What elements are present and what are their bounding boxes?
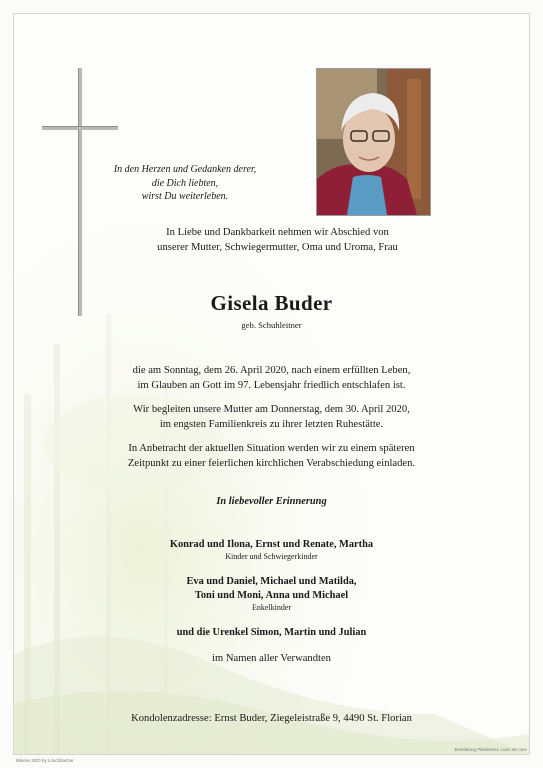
death-notice: [0, 363, 543, 393]
situation-notice-line: In Anbetracht der aktuellen Situation werden wir zu einem späteren: [128, 443, 415, 454]
intro-text: [20, 225, 535, 255]
children-role: Kinder und Schwiegerkinder: [225, 552, 318, 561]
funeral-notice-line: Wir begleiten unsere Mutter am Donnerstag, dem 30. April 2020,: [133, 404, 410, 415]
funeral-notice: [0, 402, 543, 432]
footer-credit-left: Bilerne 30/D by Löschbacher: [16, 758, 74, 763]
death-notice-line: die am Sonntag, dem 26. April 2020, nach einem erfüllten Leben,: [132, 365, 411, 376]
poem-line: wirst Du weiterleben.: [141, 191, 229, 202]
death-notice-line: im Glauben an Gott im 97. Lebensjahr friedlich entschlafen ist.: [137, 380, 406, 391]
great-grandchildren: und die Urenkel Simon, Martin und Julian: [176, 627, 367, 638]
grandchildren-names: [0, 575, 543, 602]
poem: [100, 163, 270, 204]
children-names: Konrad und Ilona, Ernst und Renate, Martha: [169, 539, 374, 550]
situation-notice: [0, 441, 543, 471]
situation-notice-line: Zeitpunkt zu einer feierlichen kirchlichen Verabschiedung einladen.: [127, 458, 416, 469]
grandchildren-line: Toni und Moni, Anna und Michael: [194, 589, 349, 601]
memory-heading: In liebevoller Erinnerung: [216, 496, 327, 507]
cross-vertical-beam: [78, 68, 82, 316]
grandchildren-role: Enkelkinder: [251, 603, 292, 612]
relatives-line: im Namen aller Verwandten: [212, 653, 331, 664]
portrait-photo: [316, 68, 431, 216]
grandchildren-line: Eva und Daniel, Michael und Matilda,: [186, 576, 357, 587]
condolence-address: Kondolenzadresse: Ernst Buder, Ziegeleistraße 9, 4490 St. Florian: [131, 713, 412, 724]
deceased-name: Gisela Buder: [210, 291, 333, 315]
funeral-notice-line: im engsten Familienkreis zu ihrer letzten Ruhestätte.: [159, 419, 384, 430]
cross-horizontal-beam: [42, 126, 118, 130]
poem-line: die Dich liebten,: [151, 177, 219, 189]
poem-line: In den Herzen und Gedanken derer,: [113, 164, 257, 175]
intro-line: In Liebe und Dankbarkeit nehmen wir Abschied von: [166, 227, 389, 238]
intro-line: unserer Mutter, Schwiegermutter, Oma und Uroma, Frau: [157, 242, 398, 253]
maiden-name: geb. Schuhleitner: [241, 320, 302, 330]
footer-credit-right: Bestattung Pilsheimer, Lunz am See: [454, 747, 527, 752]
